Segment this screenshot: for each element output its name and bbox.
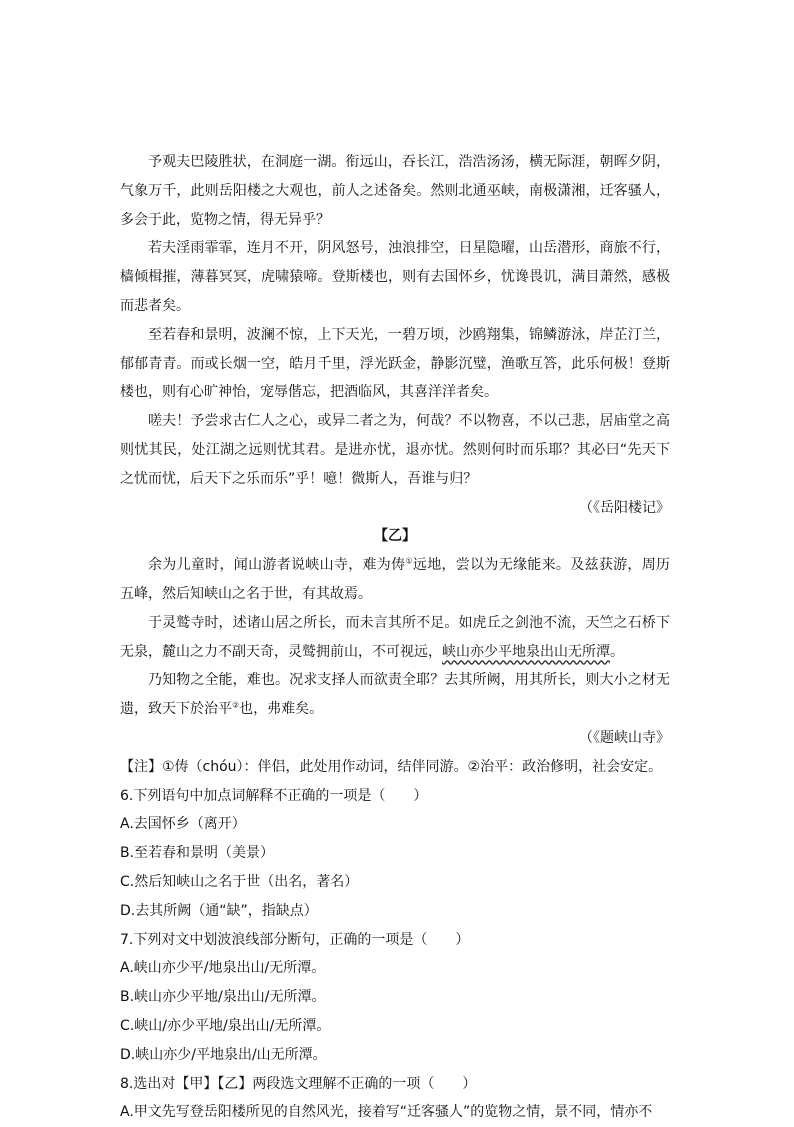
wavy-underlined-sentence: 峡山亦少平地泉出山无所潭 xyxy=(442,643,610,660)
jia-paragraph-4: 嗟夫！予尝求古仁人之心，或异二者之为，何哉？不以物喜，不以己悲，居庙堂之高则忧其民，处江湖之远则忧其君。是进亦忧，退亦忧。然则何时而乐耶？其必曰“先天下之忧而忧，后天下之乐而乐”乎！噫！微斯人，吾谁与归？ xyxy=(120,413,670,487)
jia-source: （《岳阳楼记》 xyxy=(579,499,670,516)
question-6-option-d: D.去其所阙（通“缺”，指缺点） xyxy=(120,902,318,919)
yi-paragraph-2 xyxy=(120,609,670,667)
yi-paragraph-3 xyxy=(120,666,670,724)
yi-p2-text-after: 。 xyxy=(610,643,624,660)
yi-p1-text-before: 余为儿童时，闻山游者说峡山寺，难为俦 xyxy=(148,557,406,574)
yi-p1-text-after: 远地，尝以为无缘能来。及兹获游，周历五峰，然后知峡山之名于世，有其故焉。 xyxy=(120,557,671,602)
document-body xyxy=(120,147,670,1127)
question-7-option-d: D.峡山亦少/平地泉出/山无所潭。 xyxy=(120,1046,327,1063)
question-7-option-b: B.峡山亦少平地/泉出山/无所潭。 xyxy=(120,989,326,1006)
question-7-option-c: C.峡山/亦少平地/泉出山/无所潭。 xyxy=(120,1017,331,1034)
question-6-option-a: A.去国怀乡（离开） xyxy=(120,816,246,833)
question-6-option-b: B.至若春和景明（美景） xyxy=(120,845,275,862)
yi-heading: 【乙】 xyxy=(374,528,416,545)
question-7-option-a: A.峡山亦少平/地泉出山/无所潭。 xyxy=(120,960,326,977)
footnote-marker-2: ② xyxy=(232,700,240,710)
question-6-option-c: C.然后知峡山之名于世（出名，著名） xyxy=(120,873,359,890)
footnote-marker-1: ① xyxy=(405,556,413,566)
yi-p2-text-before: 于灵鹫寺时，述诸山居之所长，而未言其所不足。如虎丘之剑池不流，天竺之石桥下无泉，麓山之力不副天奇，灵鹫拥前山，不可视远， xyxy=(120,614,670,660)
annotation-note: 【注】①俦（chóu）：伴侣，此处用作动词，结伴同游。②治平：政治修明，社会安定。 xyxy=(120,758,663,775)
question-8-option-a: A.甲文先写登岳阳楼所见的自然风光，接着写“迁客骚人”的览物之情，景不同，情亦不 xyxy=(120,1104,653,1121)
yi-source: （《题峡山寺》 xyxy=(579,729,670,746)
question-8-stem: 8.选出对【甲】【乙】两段选文理解不正确的一项（ ） xyxy=(120,1075,477,1092)
yi-p3-text-before: 乃知物之全能，难也。况求支择人而欲责全耶？去其所阙，用其所长，则大小之材无遗，致天下於治平 xyxy=(120,672,670,718)
question-6-stem: 6.下列语句中加点词解释不正确的一项是（ ） xyxy=(120,787,428,804)
question-7-stem: 7.下列对文中划波浪线部分断句，正确的一项是（ ） xyxy=(120,931,470,948)
yi-p3-text-after: 也，弗难矣。 xyxy=(239,701,324,718)
jia-paragraph-3: 至若春和景明，波澜不惊，上下天光，一碧万顷，沙鸥翔集，锦鳞游泳，岸芷汀兰，郁郁青青。而或长烟一空，皓月千里，浮光跃金，静影沉璧，渔歌互答，此乐何极！登斯楼也，则有心旷神怡，宠辱偕忘，把酒临风，其喜洋洋者矣。 xyxy=(120,326,670,401)
jia-paragraph-1: 予观夫巴陵胜状，在洞庭一湖。衔远山，吞长江，浩浩汤汤，横无际涯，朝晖夕阴，气象万千，此则岳阳楼之大观也，前人之述备矣。然则北通巫峡，南极潇湘，迁客骚人，多会于此，览物之情，得无异乎？ xyxy=(120,154,670,228)
yi-paragraph-1 xyxy=(120,551,670,609)
jia-paragraph-2: 若夫淫雨霏霏，连月不开，阴风怒号，浊浪排空，日星隐曜，山岳潜形，商旅不行，樯倾楫摧，薄暮冥冥，虎啸猿啼。登斯楼也，则有去国怀乡，忧谗畏讥，满目萧然，感极而悲者矣。 xyxy=(120,240,670,314)
